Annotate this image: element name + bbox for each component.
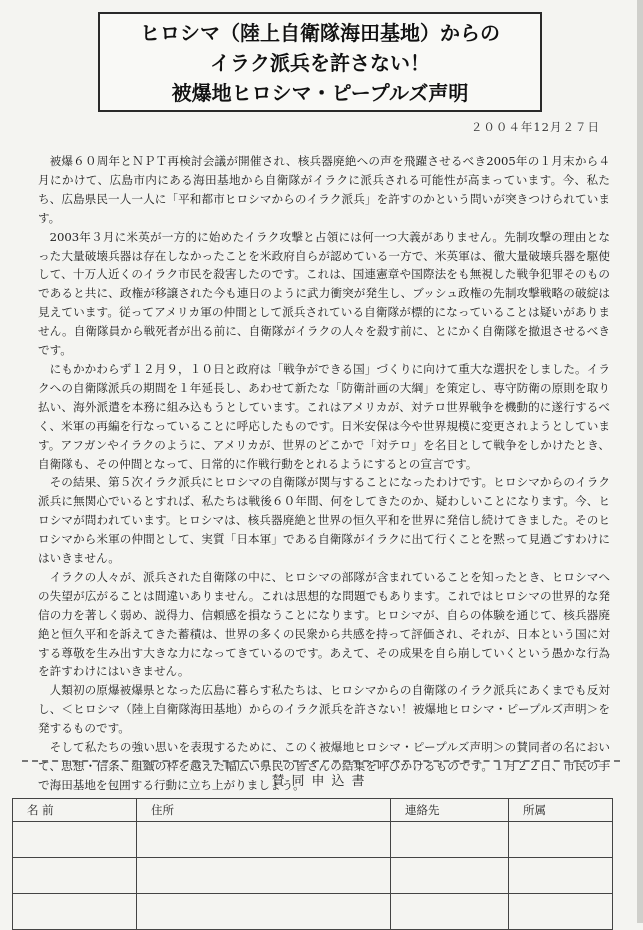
contact-cell[interactable]	[391, 858, 509, 894]
name-cell[interactable]	[13, 822, 137, 858]
address-cell[interactable]	[137, 822, 391, 858]
signup-form-table	[12, 798, 613, 930]
contact-cell[interactable]	[391, 822, 509, 858]
statement-date: ２００４年12月２７日	[470, 120, 600, 134]
address-column-header: 住所	[137, 799, 391, 822]
form-row	[13, 894, 613, 930]
paragraph-2: 2003年３月に米英が一方的に始めたイラク攻撃と占領には何一つ大義がありません。先制攻撃の理由となった大量破壊兵器は存在しなかったことを米政府自らが認めている一方で、米英軍は、徹大量破壊兵器を駆使して、十万人近くのイラク市民を殺害したのです。これは、国連憲章や国際法をも無視した戦争犯罪そのものであると共に、政権が移譲された今も連日のように武力衝突が発生し、ブッシュ政権の先制攻撃戦略の破綻は見えています。従ってアメリカ軍の仲間として派兵されている自衛隊が標的になっていることは疑いがありません。自衛隊員から戦死者が出る前に、自衛隊がイラクの人々を殺す前に、とにかく自衛隊を撤退させるべきです。	[38, 229, 610, 358]
affiliation-column-header: 所属	[509, 799, 613, 822]
form-row	[13, 822, 613, 858]
name-cell[interactable]	[13, 894, 137, 930]
paragraph-5: イラクの人々が、派兵された自衛隊の中に、ヒロシマの部隊が含まれていることを知ったとき、ヒロシマへの失望が広がることは間違いありません。これは思想的な問題でもあります。これではヒロシマの世界的な発信の力を著しく弱め、説得力、信頼感を損なうことになります。ヒロシマが、自らの体験を通じて、核兵器廃絶と恒久平和を訴えてきた蓄積は、世界の多くの民衆から共感を持って評価され、それが、日本という国に対する尊敬を生み出す大きな力になってきているのです。あえて、その成果を自ら崩していくという愚かな行為を許すわけにはいきません。	[38, 569, 610, 679]
paragraph-1: 被爆６０周年とＮＰＴ再検討会議が開催され、核兵器廃絶への声を飛躍させるべき2005年の１月末から４月にかけて、広島市内にある海田基地から自衛隊がイラクに派兵される可能性が高まっています。今、私たち、広島県民一人一人に「平和都市ヒロシマからのイラク派兵」を許すのかという問いが突きつけられています。	[38, 154, 610, 225]
name-column-header: 名 前	[13, 799, 137, 822]
form-row	[13, 858, 613, 894]
paragraph-6: 人類初の原爆被爆県となった広島に暮らす私たちは、ヒロシマからの自衛隊のイラク派兵にあくまでも反対し、＜ヒロシマ（陸上自衛隊海田基地）からのイラク派兵を許さない！被爆地ヒロシマ・ピープルズ声明＞を発するものです。	[38, 683, 610, 736]
paragraph-3: にもかかわらず１２月９，１０日と政府は「戦争ができる国」づくりに向けて重大な選択をしました。イラクへの自衛隊派兵の期間を１年延長し、あわせて新たな「防衛計画の大綱」を策定し、専守防衛の原則を取り払い、海外派遣を本務に組み込もうとしています。これはアメリカが、対テロ世界戦争を機動的に遂行するべく、米軍の再編を行なっていることに呼応したものです。日米安保は今や世界規模に変更されようとしています。アフガンやイラクのように、アメリカが、世界のどこかで「対テロ」を名目として戦争をしかけたとき、自衛隊も、その仲間となって、日常的に作戦行動をとれるようにするとの宣言です。	[38, 361, 610, 471]
title-line-2: イラク派兵を許さない！	[210, 51, 430, 75]
name-cell[interactable]	[13, 858, 137, 894]
cut-line	[22, 760, 620, 762]
paragraph-4: その結果、第５次イラク派兵にヒロシマの自衛隊が関与することになったわけです。ヒロシマからのイラク派兵に無関心でいるとすれば、私たちは戦後６０年間、何をしてきたのか、疑わしいことになります。今、ヒロシマが問われています。ヒロシマは、核兵器廃絶と世界の恒久平和を世界に発信し続けてきました。そのヒロシマから米軍の仲間として、実質「日本軍」である自衛隊がイラクに出て行くことを黙って見過ごすわけにはいきません。	[38, 475, 610, 566]
affiliation-cell[interactable]	[509, 894, 613, 930]
address-cell[interactable]	[137, 858, 391, 894]
title-line-1: ヒロシマ（陸上自衛隊海田基地）からの	[140, 21, 500, 45]
address-cell[interactable]	[137, 894, 391, 930]
form-title: 賛同申込書	[271, 774, 372, 789]
form-header-row	[13, 799, 613, 822]
affiliation-cell[interactable]	[509, 822, 613, 858]
paragraph-7: そして私たちの強い思いを表現するために、このく被爆地ヒロシマ・ピープルズ声明＞の賛同者の名において、思想・信条、組織の枠を越えた幅広い県民の皆さんの結集を呼びかけるものです。１月２２日、市民の手で海田基地を包囲する行動に立ち上がりましょう。	[38, 740, 610, 792]
statement-body	[38, 152, 610, 795]
contact-cell[interactable]	[391, 894, 509, 930]
contact-column-header: 連絡先	[391, 799, 509, 822]
title-line-3: 被爆地ヒロシマ・ピープルズ声明	[171, 81, 469, 105]
title-box	[98, 12, 542, 112]
affiliation-cell[interactable]	[509, 858, 613, 894]
